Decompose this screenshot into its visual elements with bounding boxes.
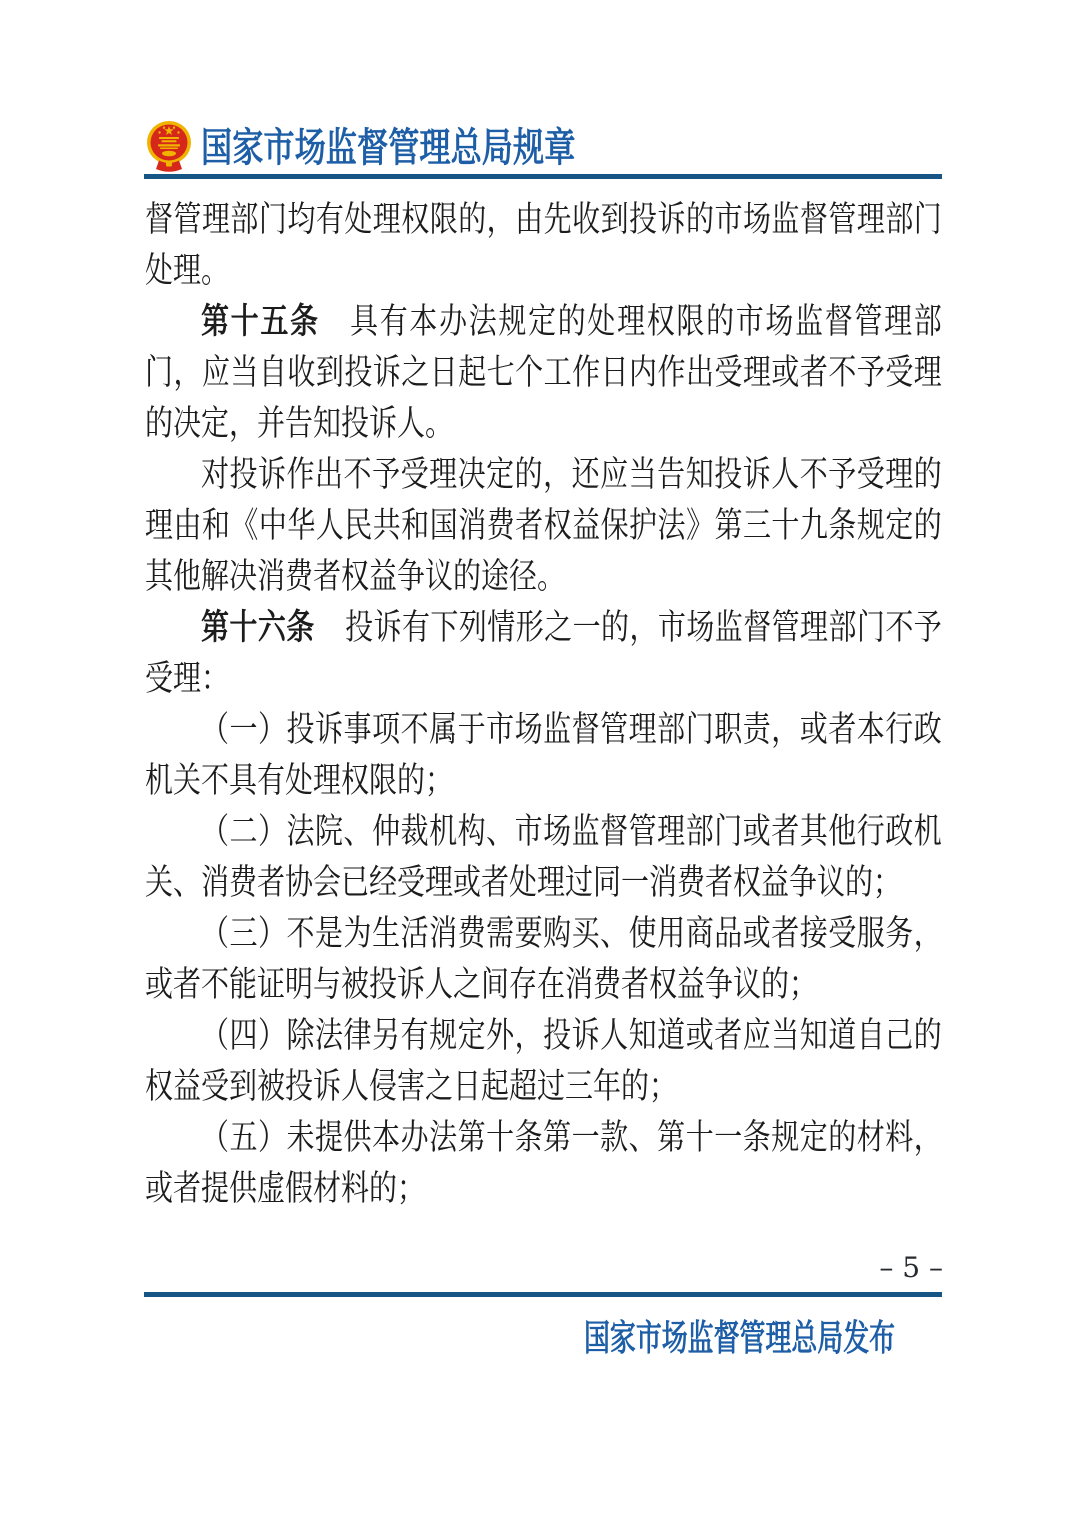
body-paragraph xyxy=(145,602,942,704)
paragraph-text: （三）不是为生活消费需要购买、使用商品或者接受服务，或者不能证明与被投诉人之间存在消费者权益争议的； xyxy=(145,914,942,1004)
body-paragraph xyxy=(145,806,942,908)
article-number: 第十六条 xyxy=(201,608,315,647)
article-number: 第十五条 xyxy=(201,302,320,341)
header-rule xyxy=(144,174,942,179)
document-body xyxy=(145,194,942,1214)
body-paragraph xyxy=(145,908,942,1010)
body-paragraph xyxy=(145,296,942,449)
page-number: – 5 – xyxy=(879,1251,943,1284)
paragraph-text: （二）法院、仲裁机构、市场监督管理部门或者其他行政机关、消费者协会已经受理或者处理过同一消费者权益争议的； xyxy=(145,812,942,902)
body-paragraph xyxy=(145,704,942,806)
paragraph-text: （四）除法律另有规定外，投诉人知道或者应当知道自己的权益受到被投诉人侵害之日起超过三年的； xyxy=(145,1016,942,1106)
paragraph-text: （五）未提供本办法第十条第一款、第十一条规定的材料，或者提供虚假材料的； xyxy=(145,1118,942,1208)
paragraph-text: 具有本办法规定的处理权限的市场监督管理部门，应当自收到投诉之日起七个工作日内作出受理或者不予受理的决定，并告知投诉人。 xyxy=(145,302,942,443)
paragraph-text: 对投诉作出不予受理决定的，还应当告知投诉人不予受理的理由和《中华人民共和国消费者权益保护法》第三十九条规定的其他解决消费者权益争议的途径。 xyxy=(145,455,942,596)
paragraph-text: 督管理部门均有处理权限的，由先收到投诉的市场监督管理部门处理。 xyxy=(145,200,942,290)
publisher-label: 国家市场监督管理总局发布 xyxy=(584,1317,896,1358)
body-paragraph xyxy=(145,1112,942,1214)
header-title: 国家市场监督管理总局规章 xyxy=(201,126,576,170)
body-paragraph xyxy=(145,194,942,296)
body-paragraph xyxy=(145,449,942,602)
national-emblem-icon xyxy=(145,120,193,172)
paragraph-text: 投诉有下列情形之一的，市场监督管理部门不予受理： xyxy=(145,608,942,698)
footer-rule xyxy=(144,1292,942,1297)
paragraph-text: （一）投诉事项不属于市场监督管理部门职责，或者本行政机关不具有处理权限的； xyxy=(145,710,942,800)
body-paragraph xyxy=(145,1010,942,1112)
